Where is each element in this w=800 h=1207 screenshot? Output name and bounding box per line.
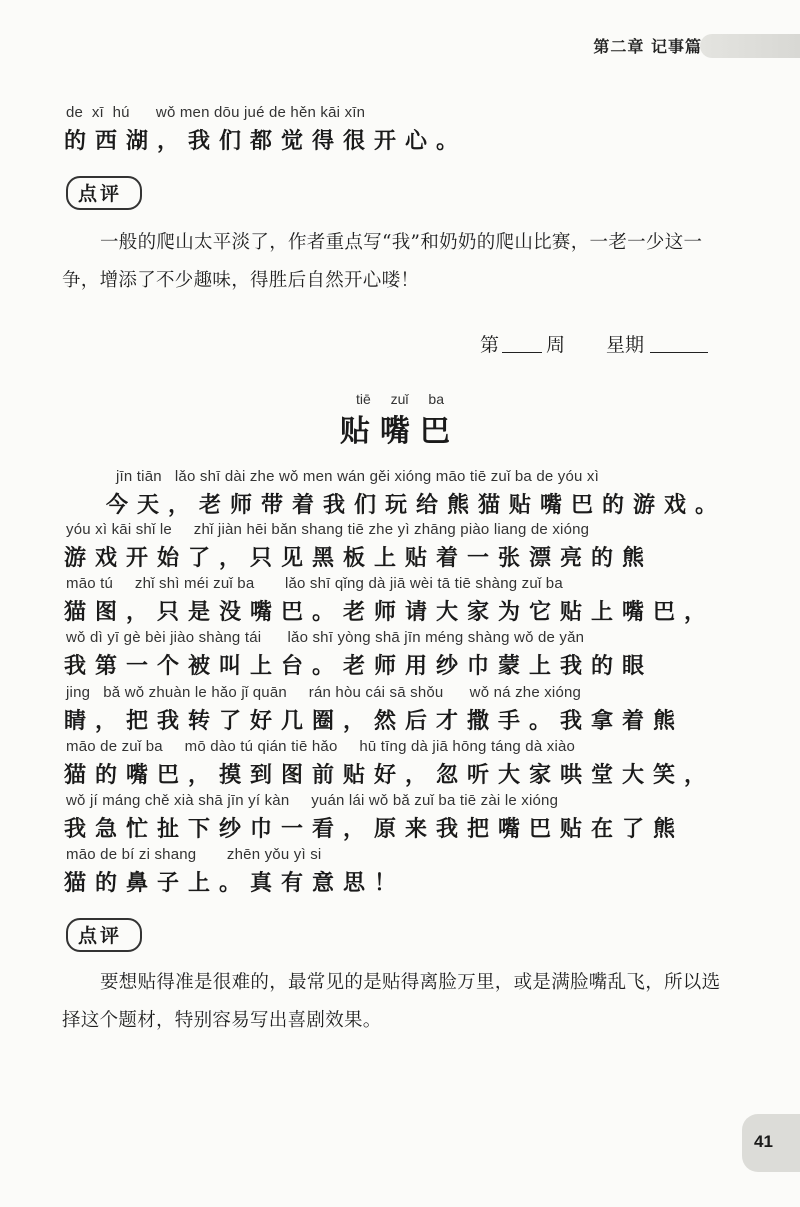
story-pinyin: jing bǎ wǒ zhuàn le hǎo jǐ quān rán hòu cái sā shǒu wǒ ná zhe xióng [66,684,582,701]
story-pinyin: wǒ jí máng chě xià shā jīn yí kàn yuán lái wǒ bǎ zuǐ ba tiē zài le xióng [66,792,559,809]
story-hanzi: 游戏开始了，只见黑板上贴着一张漂亮的熊 [64,546,654,571]
week-blank [502,352,542,353]
title-pinyin: tiē zuǐ ba [355,391,445,407]
story-hanzi: 我急忙扯下纱巾一看，原来我把嘴巴贴在了熊 [64,817,685,842]
comment-paragraph: 要想贴得准是很难的，最常见的是贴得离脸万里，或是满脸嘴乱飞，所以选择这个题材，特别容易写出喜剧效果。 [62,972,721,1031]
story-pinyin: māo de zuǐ ba mō dào tú qián tiē hǎo hū tīng dà jiā hōng táng dà xiào [66,738,576,755]
story-hanzi: 睛，把我转了好几圈，然后才撒手。我拿着熊 [64,709,685,734]
intro-pinyin: de xī hú wǒ men dōu jué de hěn kāi xīn [66,104,366,121]
chapter-header [540,28,800,62]
comment-label: 点评 [78,183,123,205]
header-tab [700,34,800,58]
story-hanzi: 猫的嘴巴，摸到图前贴好，忽听大家哄堂大笑， [64,763,716,788]
day-blank [650,352,708,353]
comment-label: 点评 [78,925,123,947]
comment-badge [66,918,146,952]
story-pinyin: māo de bí zi shang zhēn yǒu yì si [66,846,322,863]
page-number-tab [742,1114,800,1172]
comment-paragraph: 一般的爬山太平淡了，作者重点写“我”和奶奶的爬山比赛，一老一少这一争，增添了不少趣味，得胜后自然开心喽！ [62,232,703,291]
week-xingqi: 星期 [606,334,645,356]
story-pinyin: wǒ dì yī gè bèi jiào shàng tái lǎo shī yòng shā jīn méng shàng wǒ de yǎn [66,629,585,646]
story-hanzi: 今天，老师带着我们玩给熊猫贴嘴巴的游戏。 [106,493,727,518]
story-hanzi: 我第一个被叫上台。老师用纱巾蒙上我的眼 [64,654,654,679]
story-pinyin: māo tú zhǐ shì méi zuǐ ba lǎo shī qǐng dà jiā wèi tā tiē shàng zuǐ ba [66,575,563,592]
week-di: 第 [480,334,500,356]
comment-badge [66,176,146,210]
chapter-title: 第二章 记事篇 [593,37,702,56]
week-zhou: 周 [546,334,566,356]
story-pinyin: yóu xì kāi shǐ le zhǐ jiàn hēi bǎn shang tiē zhe yì zhāng piào liang de xióng [66,521,590,538]
story-title: 贴嘴巴 [340,414,460,449]
story-hanzi: 猫的鼻子上。真有意思！ [64,871,406,896]
story-pinyin: jīn tiān lǎo shī dài zhe wǒ men wán gěi xióng māo tiē zuǐ ba de yóu xì [116,468,600,485]
story-hanzi: 猫图，只是没嘴巴。老师请大家为它贴上嘴巴， [64,600,716,625]
intro-hanzi: 的西湖，我们都觉得很开心。 [64,129,468,154]
page-number: 41 [754,1132,773,1151]
